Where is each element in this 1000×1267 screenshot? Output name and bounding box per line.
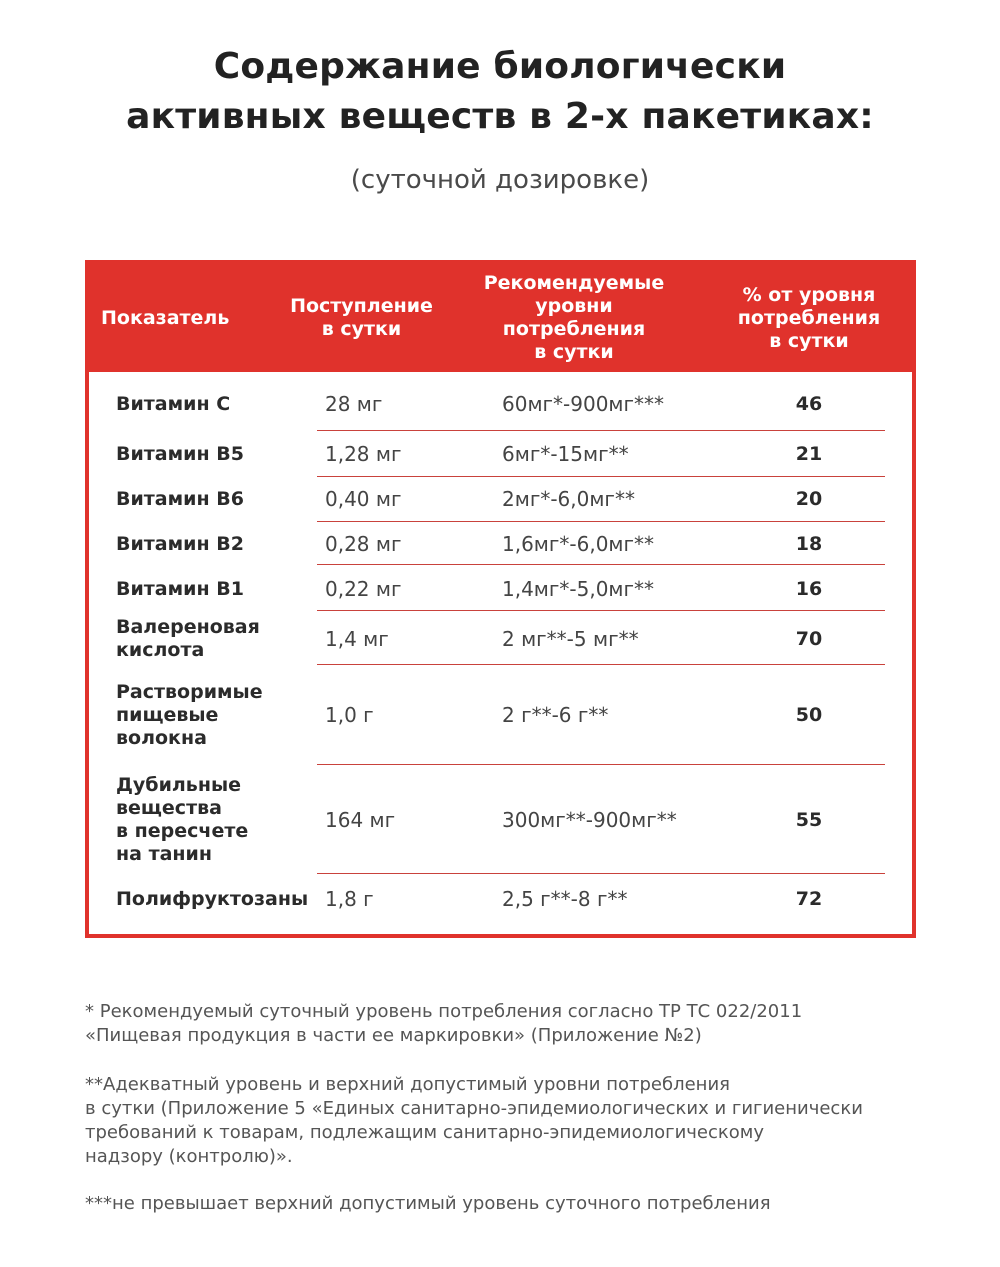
- row-intake: 1,8 г: [325, 886, 374, 911]
- footnote-1: * Рекомендуемый суточный уровень потребления согласно ТР ТС 022/2011 «Пищевая продукция в части ее маркировки» (Приложение №2): [85, 1001, 803, 1046]
- row-divider: [317, 764, 885, 765]
- table-row: [89, 666, 912, 764]
- table-row: [89, 432, 912, 477]
- row-recommended: 1,6мг*-6,0мг**: [502, 531, 655, 556]
- row-recommended: 2,5 г**-8 г**: [502, 886, 628, 911]
- row-intake: 1,4 мг: [325, 626, 389, 651]
- row-intake: 0,28 мг: [325, 531, 402, 556]
- row-intake: 0,22 мг: [325, 576, 402, 601]
- header-intake: Поступление в сутки: [290, 295, 433, 340]
- row-percent: 18: [795, 532, 823, 555]
- row-percent: 70: [795, 627, 823, 650]
- row-name: Растворимые пищевые волокна: [116, 680, 263, 749]
- row-intake: 164 мг: [325, 807, 396, 832]
- page-title: Содержание биологически активных веществ в 2-х пакетиках:: [126, 46, 874, 137]
- table-row: [89, 376, 912, 432]
- table-header: [89, 264, 912, 372]
- row-recommended: 2 г**-6 г**: [502, 702, 609, 727]
- page-subtitle: (суточной дозировке): [350, 165, 650, 195]
- footnote-3: ***не превышает верхний допустимый уровень суточного потребления: [85, 1193, 771, 1214]
- header-recommended: Рекомендуемые уровни потребления в сутки: [483, 272, 665, 363]
- row-recommended: 2мг*-6,0мг**: [502, 487, 635, 511]
- row-name: Валереновая кислота: [116, 616, 260, 661]
- row-name: Дубильные вещества в пересчете на танин: [116, 774, 249, 865]
- row-name: Витамин С: [116, 392, 231, 415]
- row-divider: [317, 564, 885, 565]
- table-row: [89, 522, 912, 566]
- row-intake: 28 мг: [325, 391, 383, 416]
- table-row: [89, 875, 912, 923]
- row-percent: 46: [795, 392, 823, 415]
- table-row: [89, 477, 912, 522]
- row-percent: 50: [795, 703, 823, 726]
- row-recommended: 60мг*-900мг***: [502, 391, 665, 416]
- row-name: Витамин В1: [116, 577, 244, 600]
- nutrient-table: [85, 260, 916, 938]
- table-row: [89, 612, 912, 666]
- table-row: [89, 566, 912, 612]
- row-divider: [317, 430, 885, 431]
- row-percent: 72: [795, 887, 823, 910]
- row-percent: 21: [795, 443, 823, 465]
- row-recommended: 2 мг**-5 мг**: [502, 626, 639, 651]
- row-name: Полифруктозаны: [116, 887, 309, 910]
- row-recommended: 6мг*-15мг**: [502, 442, 629, 466]
- row-divider: [317, 610, 885, 611]
- row-percent: 20: [795, 488, 823, 510]
- row-recommended: 1,4мг*-5,0мг**: [502, 576, 655, 601]
- row-divider: [317, 873, 885, 874]
- row-intake: 1,0 г: [325, 702, 374, 727]
- footnote-2: **Адекватный уровень и верхний допустимый уровни потребления в сутки (Приложение 5 «Единых санитарно-эпидемиологических и гигиенически требований к товарам, подлежащим санитарно-эпидемиологическому надзору (контролю)».: [85, 1074, 863, 1167]
- row-divider: [317, 664, 885, 665]
- row-name: Витамин В2: [116, 532, 244, 555]
- row-recommended: 300мг**-900мг**: [502, 807, 677, 832]
- row-percent: 16: [795, 577, 823, 600]
- row-percent: 55: [795, 808, 823, 831]
- row-name: Витамин В5: [116, 443, 244, 465]
- header-indicator: Показатель: [101, 306, 230, 329]
- row-intake: 0,40 мг: [325, 487, 402, 511]
- row-name: Витамин В6: [116, 488, 244, 510]
- table-row: [89, 766, 912, 874]
- row-intake: 1,28 мг: [325, 442, 402, 466]
- header-percent: % от уровня потребления в сутки: [737, 283, 881, 352]
